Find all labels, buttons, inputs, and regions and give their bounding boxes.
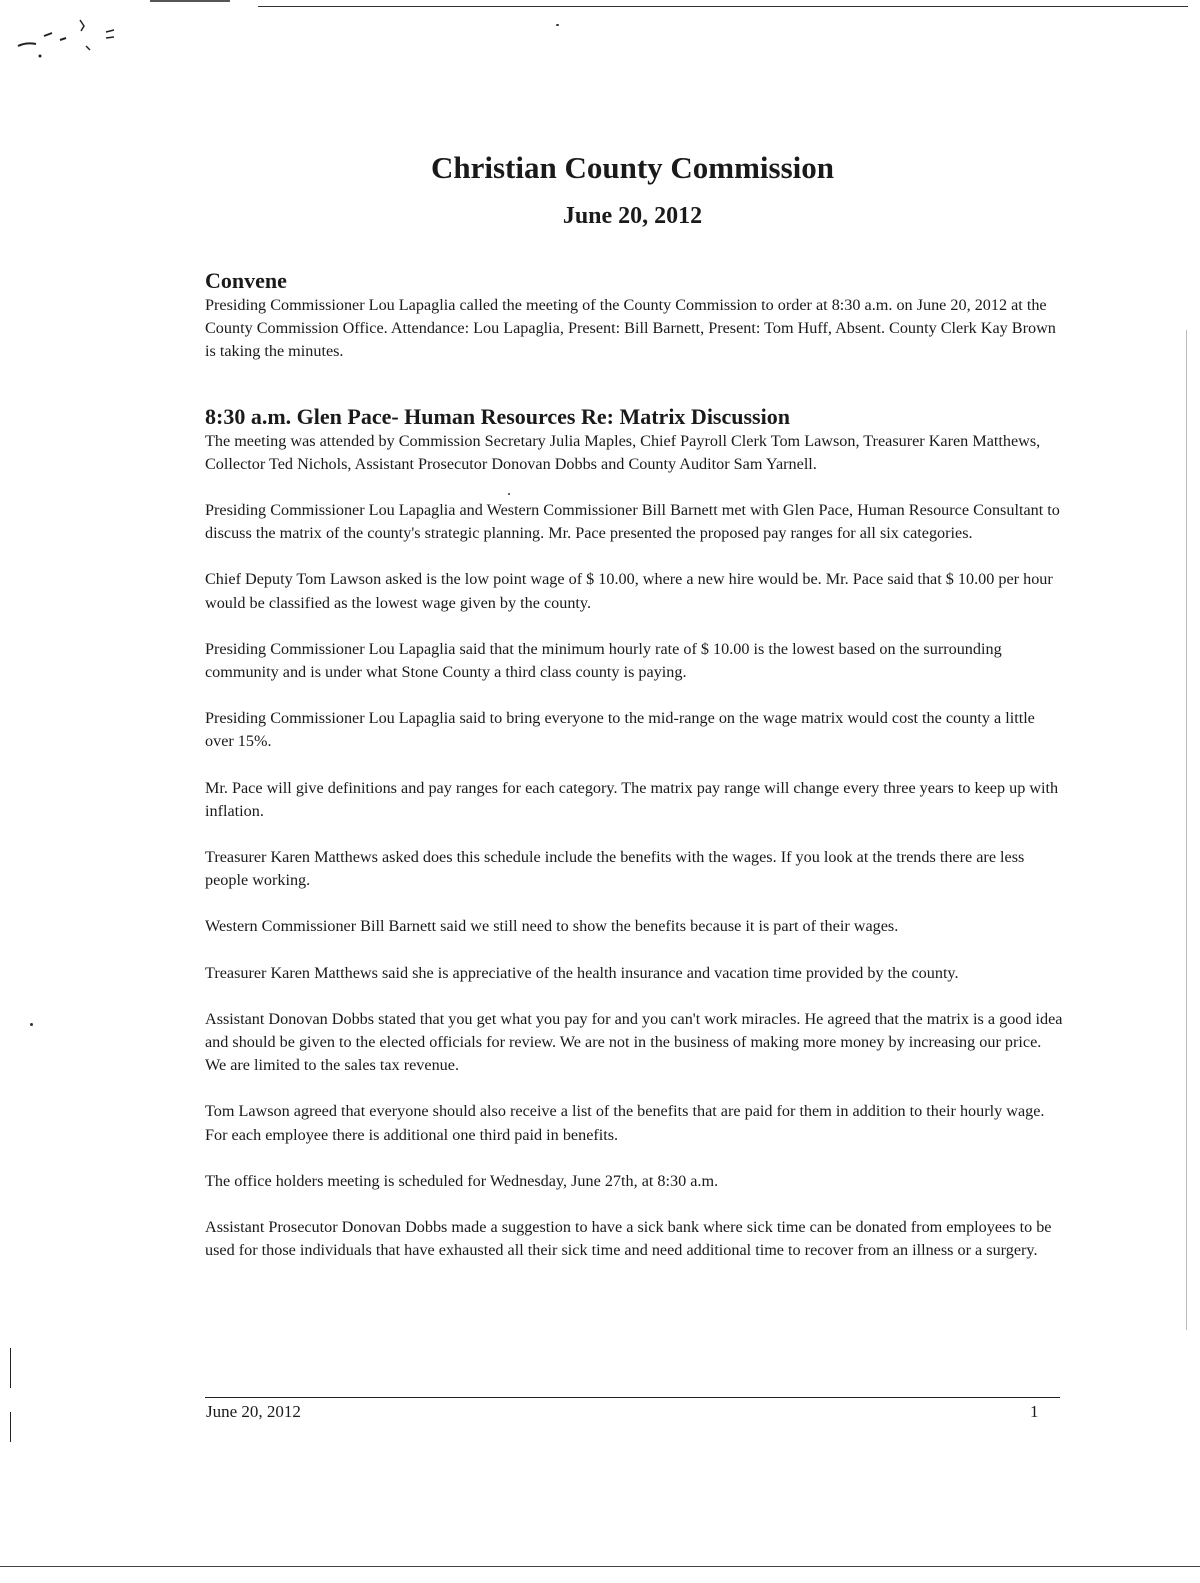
document-title: Christian County Commission bbox=[430, 150, 835, 185]
section-heading: Convene bbox=[205, 268, 287, 293]
paragraph: Assistant Donovan Dobbs stated that you get what you pay for and you can't work miracles. He agreed that the matrix is a good idea and should be given to the elected officials for review. We are not in the business of making more money by increasing our price. We are limited to the sales tax revenue. bbox=[205, 1009, 1063, 1075]
scan-right-edge bbox=[1186, 330, 1187, 1330]
scan-smudge bbox=[8, 6, 128, 66]
section-heading: 8:30 a.m. Glen Pace- Human Resources Re: Matrix Discussion bbox=[205, 403, 790, 429]
paragraph: Treasurer Karen Matthews said she is appreciative of the health insurance and vacation time provided by the county. bbox=[205, 963, 959, 982]
paragraph: Presiding Commissioner Lou Lapaglia said that the minimum hourly rate of $ 10.00 is the lowest based on the surrounding community and is under what Stone County a third class county is paying. bbox=[205, 639, 1002, 682]
page-number: 1 bbox=[1030, 1402, 1039, 1421]
scan-left-mark bbox=[10, 1412, 11, 1442]
paragraph: The office holders meeting is scheduled for Wednesday, June 27th, at 8:30 a.m. bbox=[205, 1171, 719, 1190]
scan-speck bbox=[556, 24, 559, 26]
paragraph: Tom Lawson agreed that everyone should also receive a list of the benefits that are paid for them in addition to their hourly wage. For each employee there is additional one third paid in benefits. bbox=[205, 1102, 1045, 1144]
document-date: June 20, 2012 bbox=[562, 203, 703, 229]
paragraph: Treasurer Karen Matthews asked does this schedule include the benefits with the wages. If you look at the trends there are less people working. bbox=[205, 848, 1025, 890]
paragraph: Assistant Prosecutor Donovan Dobbs made a suggestion to have a sick bank where sick time can be donated from employees to be used for those individuals that have exhausted all their sick time and need additional time to recover from an illness or a surgery. bbox=[205, 1218, 1052, 1260]
paragraph: Mr. Pace will give definitions and pay ranges for each category. The matrix pay range will change every three years to keep up with inflation. bbox=[205, 778, 1059, 820]
footer-date: June 20, 2012 bbox=[206, 1402, 301, 1421]
paragraph: Presiding Commissioner Lou Lapaglia said to bring everyone to the mid-range on the wage matrix would cost the county a little over 15%. bbox=[205, 709, 1035, 751]
section-matrix-discussion bbox=[205, 404, 1065, 1263]
scan-edge-mark bbox=[150, 0, 230, 2]
paragraph: The meeting was attended by Commission Secretary Julia Maples, Chief Payroll Clerk Tom Lawson, Treasurer Karen Matthews, Collector Ted Nichols, Assistant Prosecutor Donovan Dobbs and County Auditor Sam Yarnell. bbox=[205, 431, 1041, 473]
scan-top-rule bbox=[258, 6, 1188, 7]
footer-rule bbox=[205, 1397, 1060, 1398]
paragraph: Western Commissioner Bill Barnett said we still need to show the benefits because it is part of their wages. bbox=[205, 917, 899, 936]
scan-speck bbox=[30, 1023, 33, 1026]
minutes-body bbox=[205, 268, 1065, 1262]
paragraph: Presiding Commissioner Lou Lapaglia called the meeting of the County Commission to order at 8:30 a.m. on June 20, 2012 at the County Commission Office. Attendance: Lou Lapaglia, Present: Bill Barnett, Present: Tom Huff, Absent. County Clerk Kay Brown is taking the minutes. bbox=[205, 296, 1056, 361]
scan-bottom-rule bbox=[0, 1566, 1200, 1567]
paragraph: Chief Deputy Tom Lawson asked is the low point wage of $ 10.00, where a new hire would be. Mr. Pace said that $ 10.00 per hour would be classified as the lowest wage given by the county. bbox=[205, 570, 1053, 612]
scan-left-mark bbox=[10, 1348, 11, 1388]
paragraph: Presiding Commissioner Lou Lapaglia and Western Commissioner Bill Barnett met with Glen Pace, Human Resource Consultant to discuss the matrix of the county's strategic planning. Mr. Pace presented the proposed pay ranges for all six categories. bbox=[205, 501, 1060, 543]
section-convene bbox=[205, 268, 1065, 364]
